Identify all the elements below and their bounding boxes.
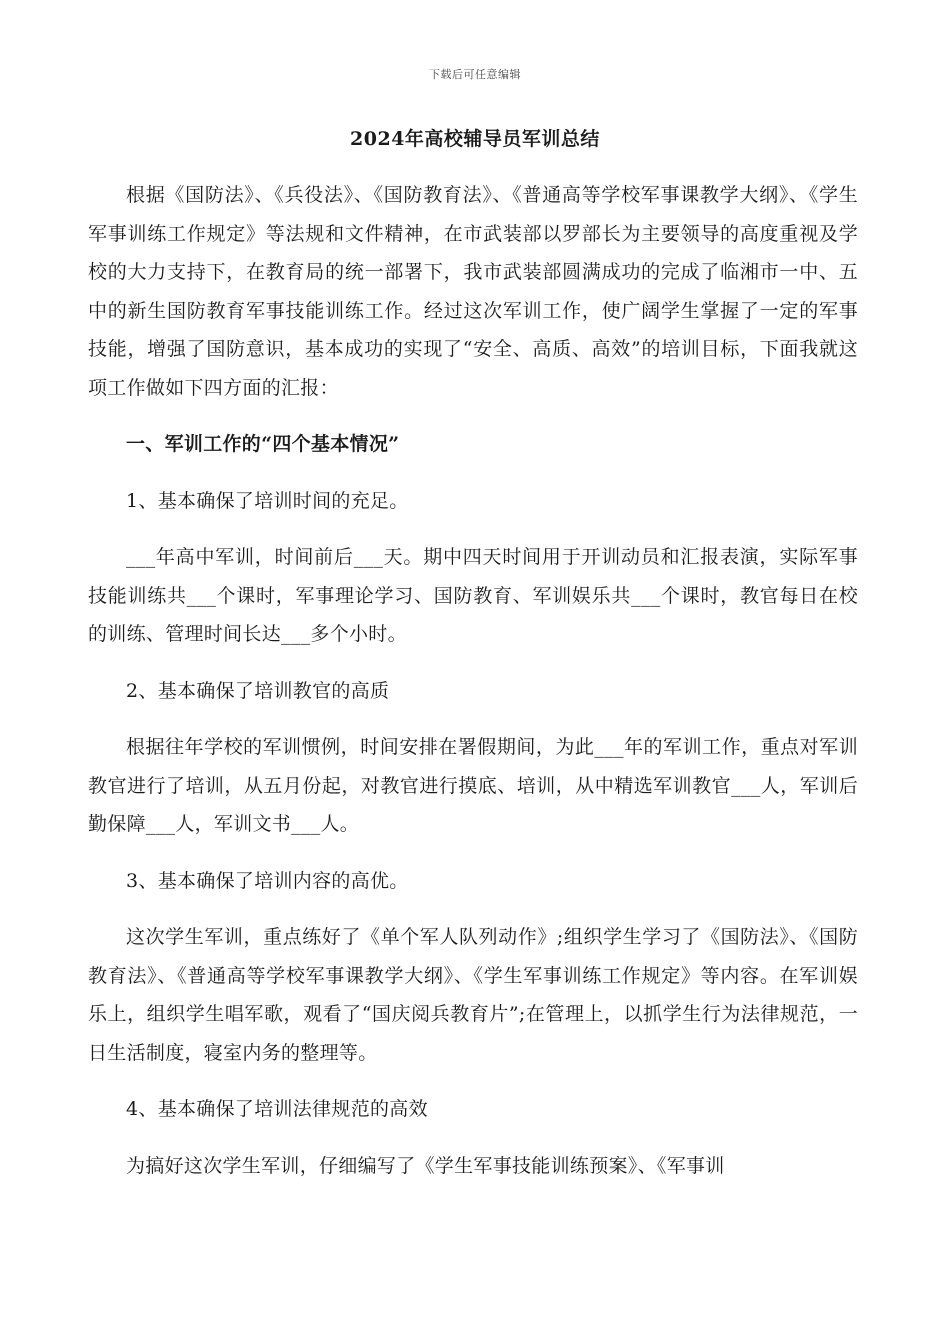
item3-paragraph: 这次学生军训，重点练好了《单个军人队列动作》;组织学生学习了《国防法》、《国防教育法》、《普通高等学校军事课教学大纲》、《学生军事训练工作规定》等内容。在军训娱乐上，组织学生唱军歌，观看了“国庆阅兵教育片”;在管理上，以抓学生行为法律规范，一日生活制度，寝室内务的整理等。 <box>88 926 858 1064</box>
item4-paragraph: 为搞好这次学生军训，仔细编写了《学生军事技能训练预案》、《军事训 <box>126 1154 725 1177</box>
item2-heading: 2、基本确保了培训教官的高质 <box>126 679 390 702</box>
intro-paragraph: 根据《国防法》、《兵役法》、《国防教育法》、《普通高等学校军事课教学大纲》、《学生军事训练工作规定》等法规和文件精神，在市武装部以罗部长为主要领导的高度重视及学校的大力支持下，在教育局的统一部署下，我市武装部圆满成功的完成了临湘市一中、五中的新生国防教育军事技能训练工作。经过这次军训工作，使广阔学生掌握了一定的军事技能，增强了国防意识，基本成功的实现了“安全、高质、高效”的培训目标，下面我就这项工作做如下四方面的汇报： <box>88 184 858 399</box>
item1-heading: 1、基本确保了培训时间的充足。 <box>126 489 409 512</box>
item2-paragraph: 根据往年学校的军训惯例，时间安排在署假期间，为此___年的军训工作，重点对军训教官进行了培训，从五月份起，对教官进行摸底、培训，从中精选军训教官___人，军训后勤保障___人，军训文书___人。 <box>88 736 858 835</box>
document-title: 2024年高校辅导员军训总结 <box>350 128 600 150</box>
section-heading: 一、军训工作的“四个基本情况” <box>126 433 400 455</box>
item1-paragraph: ___年高中军训，时间前后___天。期中四天时间用于开训动员和汇报表演，实际军事技能训练共___个课时，军事理论学习、国防教育、军训娱乐共___个课时，教官每日在校的训练、管理时间长达___多个小时。 <box>88 546 858 645</box>
item4-heading: 4、基本确保了培训法律规范的高效 <box>126 1098 428 1120</box>
item3-heading: 3、基本确保了培训内容的高优。 <box>126 869 409 892</box>
document-body <box>88 176 858 1185</box>
header-note: 下载后可任意编辑 <box>429 68 521 81</box>
